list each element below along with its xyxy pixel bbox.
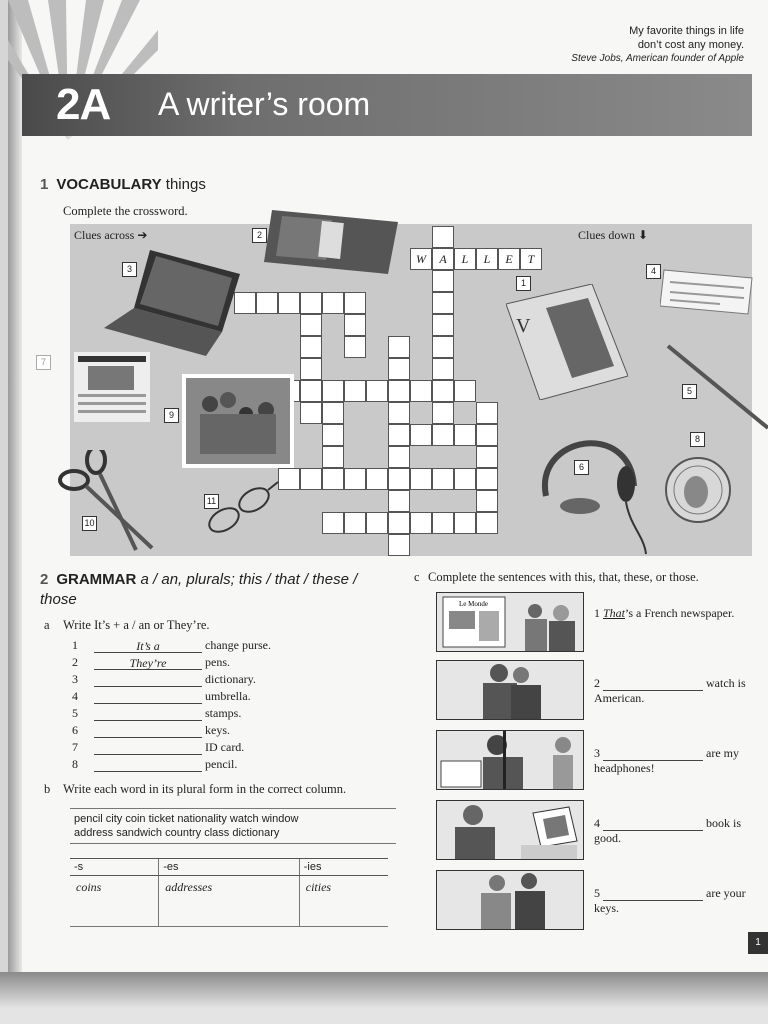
scissors-icon [56, 450, 160, 554]
crossword-cell[interactable] [432, 270, 454, 292]
column-cell-s[interactable]: coins [70, 876, 159, 927]
crossword-cell[interactable] [410, 380, 432, 402]
crossword-cell[interactable]: E [498, 248, 520, 270]
crossword-cell[interactable] [300, 336, 322, 358]
crossword-cell[interactable] [476, 490, 498, 512]
item-number: 8 [72, 757, 78, 771]
column-cell-ies[interactable]: cities [299, 876, 388, 927]
item-word: change purse. [202, 638, 271, 652]
vocabulary-instruction: Complete the crossword. [63, 204, 188, 218]
answer-blank[interactable] [94, 758, 202, 772]
word-list-line-2: address sandwich country class dictionary [74, 827, 280, 839]
crossword-cell[interactable] [476, 512, 498, 534]
section-title: VOCABULARY [56, 176, 162, 193]
item-word: keys. [202, 723, 230, 737]
crossword-cell[interactable] [344, 468, 366, 490]
crossword-cell[interactable] [322, 402, 344, 424]
crossword-cell[interactable] [388, 358, 410, 380]
part-c-instruction: Complete the sentences with this, that, these, or those. [428, 570, 699, 584]
page-gutter [8, 0, 22, 972]
crossword-cell[interactable] [476, 468, 498, 490]
crossword-cell[interactable] [432, 226, 454, 248]
crossword-cell[interactable] [454, 380, 476, 402]
exercise-a-item [72, 689, 251, 705]
answer-blank[interactable] [603, 678, 703, 691]
part-a-letter: a [44, 618, 50, 632]
section-subtitle: things [165, 176, 206, 193]
crossword-cell[interactable] [388, 468, 410, 490]
headphones-scene-icon [437, 731, 583, 789]
item-number: 7 [72, 740, 78, 754]
item-word: pencil. [202, 757, 238, 771]
item-tag-10: 10 [82, 516, 97, 531]
picture-newspaper [436, 592, 584, 652]
grammar-heading [40, 570, 380, 610]
crossword-cell[interactable] [432, 512, 454, 534]
crossword-cell[interactable] [388, 446, 410, 468]
clues-down-label: Clues down ⬇ [578, 228, 649, 242]
crossword-cell[interactable] [300, 380, 322, 402]
sentence-text: watch is American. [594, 676, 746, 705]
crossword-cell[interactable] [432, 358, 454, 380]
crossword-cell[interactable] [410, 512, 432, 534]
item-tag-4: 4 [646, 264, 661, 279]
keys-scene-icon [437, 871, 583, 929]
exercise-c-sentence [594, 746, 754, 776]
newspaper-masthead: Le Monde [459, 600, 488, 608]
newspaper-icon [74, 352, 150, 422]
answer-blank[interactable] [94, 741, 202, 755]
ticket-icon [660, 264, 756, 318]
vocabulary-heading [40, 176, 206, 193]
item-tag-1: 1 [516, 276, 531, 291]
crossword-cell[interactable] [344, 292, 366, 314]
crossword-cell[interactable] [476, 402, 498, 424]
crossword-cell[interactable]: L [454, 248, 476, 270]
item-number: 3 [72, 672, 78, 686]
answer-blank[interactable] [94, 724, 202, 738]
item-number: 2 [72, 655, 78, 669]
crossword-cell[interactable] [256, 292, 278, 314]
section-number: 2 [40, 571, 49, 588]
item-tag-2: 2 [252, 228, 267, 243]
exercise-a-item [72, 723, 230, 739]
crossword-cell[interactable] [388, 336, 410, 358]
exercise-c-sentence [594, 816, 754, 846]
exercise-a-item [72, 706, 241, 722]
crossword-cell[interactable] [300, 402, 322, 424]
crossword-cell[interactable] [388, 380, 410, 402]
item-tag-9: 9 [164, 408, 179, 423]
sentence-text: are your keys. [594, 886, 746, 915]
crossword-cell[interactable]: A [432, 248, 454, 270]
crossword-cell[interactable] [388, 512, 410, 534]
crossword-cell[interactable] [322, 468, 344, 490]
crossword-cell[interactable] [388, 402, 410, 424]
crossword-cell[interactable] [344, 380, 366, 402]
arrow-down-icon: ⬇ [638, 228, 649, 242]
crossword-cell[interactable] [300, 358, 322, 380]
svg-text:V: V [516, 315, 531, 337]
item-word: pens. [202, 655, 230, 669]
part-b-letter: b [44, 782, 51, 796]
quote-line-1: My favorite things in life [629, 25, 744, 37]
crossword-cell[interactable] [410, 468, 432, 490]
answer-blank[interactable] [603, 748, 703, 761]
crossword-cell[interactable] [432, 424, 454, 446]
crossword-cell[interactable]: W [410, 248, 432, 270]
item-number: 4 [594, 816, 603, 830]
page-bottom-shadow [0, 972, 768, 1024]
crossword-cell[interactable] [432, 402, 454, 424]
crossword-cell[interactable] [432, 336, 454, 358]
exercise-a-item [72, 672, 256, 688]
part-b-instruction: Write each word in its plural form in the correct column. [63, 782, 347, 796]
item-tag-5: 5 [682, 384, 697, 399]
magazine-icon [506, 284, 628, 400]
sentence-text: book is good. [594, 816, 742, 845]
answer-blank[interactable] [603, 818, 703, 831]
answer-blank[interactable] [94, 690, 202, 704]
word-list-line-1: pencil city coin ticket nationality watch window [74, 813, 299, 825]
exercise-a-item [72, 655, 230, 671]
item-tag-11: 11 [204, 494, 219, 509]
crossword-cell[interactable] [388, 424, 410, 446]
exercise-a-item [72, 740, 244, 756]
part-c-letter: c [414, 570, 420, 584]
family-photo-icon [182, 374, 294, 468]
crossword-cell[interactable] [300, 292, 322, 314]
picture-keys [436, 870, 584, 930]
item-tag-3: 3 [122, 262, 137, 277]
exercise-c-sentence [594, 886, 754, 916]
crossword-panel [70, 224, 752, 556]
answer-blank[interactable]: They’re [94, 656, 202, 670]
item-word: stamps. [202, 706, 242, 720]
word-box [70, 808, 396, 844]
item-tag-8: 8 [690, 432, 705, 447]
answer-blank[interactable]: It’s a [94, 639, 202, 653]
headphones-icon [534, 426, 654, 556]
crossword-cell[interactable] [432, 292, 454, 314]
answer-blank[interactable] [94, 707, 202, 721]
crossword-cell[interactable]: T [520, 248, 542, 270]
glasses-icon [202, 476, 282, 546]
crossword-cell[interactable] [432, 314, 454, 336]
column-header-ies: -ies [299, 859, 388, 876]
crossword-cell[interactable] [432, 380, 454, 402]
book-scene-icon [437, 801, 583, 859]
crossword-cell[interactable] [322, 446, 344, 468]
crossword-cell[interactable] [432, 468, 454, 490]
crossword-cell[interactable] [388, 534, 410, 556]
item-word: dictionary. [202, 672, 256, 686]
quote-author: Steve Jobs, American founder of Apple [571, 53, 744, 64]
crossword-cell[interactable] [322, 424, 344, 446]
crossword-cell[interactable] [344, 512, 366, 534]
crossword-cell[interactable] [476, 446, 498, 468]
wallet-icon [262, 202, 402, 278]
answer-blank[interactable] [603, 888, 703, 901]
plural-table [70, 858, 388, 927]
crossword-cell[interactable] [454, 468, 476, 490]
answer-blank[interactable] [94, 673, 202, 687]
page-number-tab: 1 [748, 932, 768, 954]
newspaper-scene-icon [437, 593, 583, 651]
margin-tag-7: 7 [36, 355, 51, 370]
crossword-cell[interactable] [322, 380, 344, 402]
section-number: 1 [40, 176, 49, 193]
item-number: 3 [594, 746, 603, 760]
workbook-page [8, 0, 768, 972]
item-number: 1 [72, 638, 78, 652]
picture-headphones [436, 730, 584, 790]
item-number: 2 [594, 676, 603, 690]
column-header-es: -es [159, 859, 299, 876]
crossword-cell[interactable] [454, 424, 476, 446]
exercise-a-item [72, 757, 237, 773]
item-number: 1 [594, 606, 603, 620]
item-number: 5 [72, 706, 78, 720]
quote-line-2: don’t cost any money. [637, 39, 744, 51]
item-number: 5 [594, 886, 603, 900]
crossword-cell[interactable] [278, 292, 300, 314]
item-tag-6: 6 [574, 460, 589, 475]
item-word: umbrella. [202, 689, 251, 703]
exercise-c-sentence [594, 676, 754, 706]
crossword-cell[interactable]: L [476, 248, 498, 270]
unit-banner [22, 74, 752, 136]
epigraph-quote [571, 24, 744, 66]
unit-title: A writer’s room [158, 86, 371, 122]
section-subtitle: a / an, plurals; this / that / these / those [40, 571, 358, 608]
item-word: ID card. [202, 740, 245, 754]
crossword-cell[interactable] [344, 336, 366, 358]
column-header-s: -s [70, 859, 159, 876]
crossword-cell[interactable] [388, 490, 410, 512]
crossword-cell[interactable] [322, 512, 344, 534]
crossword-cell[interactable] [366, 512, 388, 534]
crossword-cell[interactable] [454, 512, 476, 534]
crossword-cell[interactable] [300, 468, 322, 490]
sentence-text: are my headphones! [594, 746, 739, 775]
unit-number: 2A [56, 80, 111, 129]
item-number: 6 [72, 723, 78, 737]
crossword-cell[interactable] [366, 468, 388, 490]
sentence-text: ’s a French newspaper. [625, 606, 735, 620]
pencil-icon [664, 342, 768, 432]
coin-icon [664, 456, 732, 524]
crossword-cell[interactable] [410, 424, 432, 446]
picture-watch [436, 660, 584, 720]
crossword-cell[interactable] [322, 292, 344, 314]
answer-blank[interactable]: That [603, 606, 626, 620]
exercise-a-item [72, 638, 271, 654]
men-watch-scene-icon [437, 661, 583, 719]
crossword-cell[interactable] [344, 314, 366, 336]
part-a-instruction: Write It’s + a / an or They’re. [63, 618, 210, 632]
item-number: 4 [72, 689, 78, 703]
crossword-cell[interactable] [366, 380, 388, 402]
arrow-right-icon: ➔ [137, 228, 148, 242]
exercise-c-sentence [594, 606, 754, 621]
section-title: GRAMMAR [56, 571, 137, 588]
crossword-cell[interactable] [476, 424, 498, 446]
picture-book [436, 800, 584, 860]
clues-across-label: Clues across ➔ [74, 228, 148, 242]
crossword-cell[interactable] [300, 314, 322, 336]
column-cell-es[interactable]: addresses [159, 876, 299, 927]
